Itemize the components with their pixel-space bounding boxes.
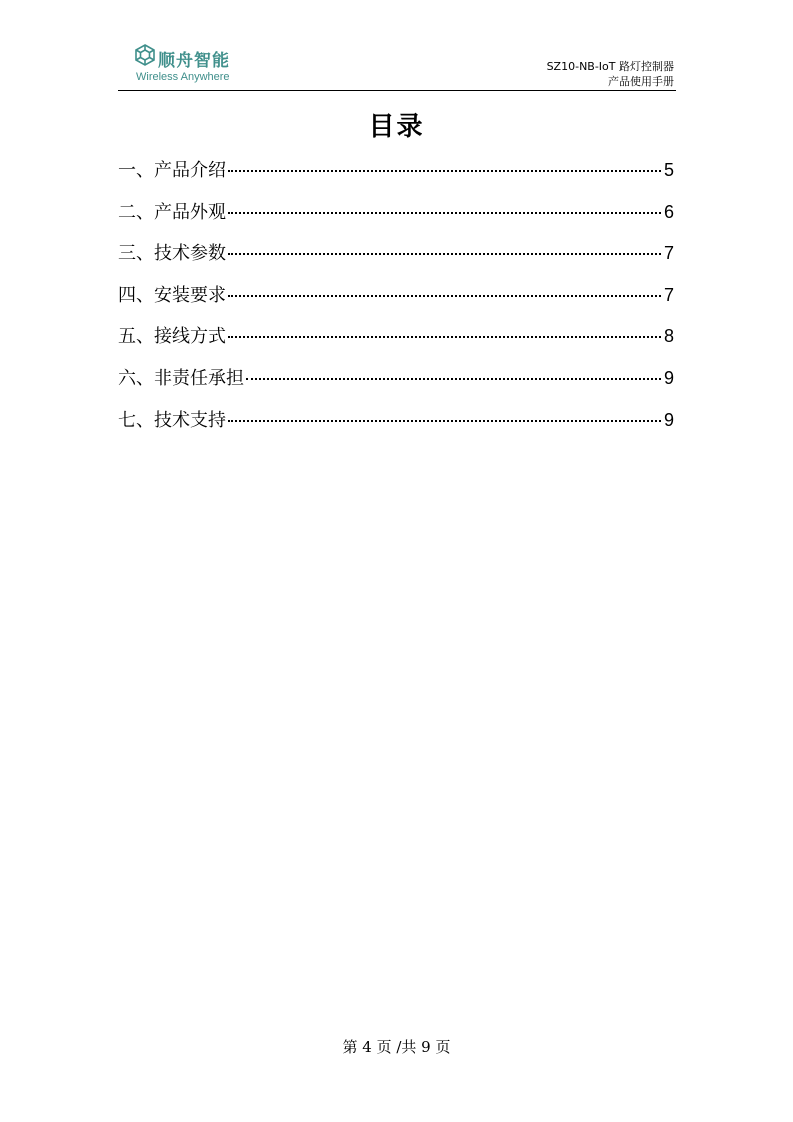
page-footer: 第 4 页 /共 9 页 bbox=[342, 1038, 451, 1056]
header-doc-title: SZ10-NB-IoT 路灯控制器 bbox=[546, 60, 674, 73]
toc-entry[interactable] bbox=[118, 364, 674, 406]
toc-entry-label: 六、非责任承担 bbox=[118, 367, 244, 389]
toc-entry-label: 七、技术支持 bbox=[118, 409, 226, 431]
toc-entry-page: 9 bbox=[663, 367, 674, 388]
toc-entry-page: 7 bbox=[663, 243, 674, 264]
toc-entry[interactable] bbox=[118, 156, 674, 198]
toc-leader-dots bbox=[246, 378, 661, 380]
logo-mark-icon bbox=[134, 44, 156, 70]
toc-entry-page: 6 bbox=[663, 201, 674, 222]
toc-leader-dots bbox=[228, 212, 661, 214]
logo-name: 顺舟智能 bbox=[158, 51, 230, 71]
toc-entry-label: 五、接线方式 bbox=[118, 326, 226, 348]
toc-title: 目录 bbox=[368, 112, 425, 142]
toc-entry[interactable] bbox=[118, 198, 674, 240]
toc-entry[interactable] bbox=[118, 406, 674, 448]
header-doc-info bbox=[547, 59, 674, 89]
toc-entry[interactable] bbox=[118, 239, 674, 281]
toc-entry[interactable] bbox=[118, 281, 674, 323]
toc-leader-dots bbox=[228, 420, 661, 422]
toc-entry-page: 5 bbox=[663, 160, 674, 180]
toc-leader-dots bbox=[228, 295, 661, 297]
toc-entry-label: 四、安装要求 bbox=[118, 284, 226, 306]
toc-entry[interactable] bbox=[118, 322, 674, 364]
logo-tagline: Wireless Anywhere bbox=[136, 71, 230, 83]
toc-entry-label: 一、产品介绍 bbox=[118, 160, 226, 181]
toc-entry-page: 7 bbox=[663, 284, 674, 305]
toc-entry-label: 二、产品外观 bbox=[118, 201, 226, 223]
toc-leader-dots bbox=[228, 253, 661, 255]
header-doc-subtitle: 产品使用手册 bbox=[608, 75, 674, 88]
toc-leader-dots bbox=[228, 336, 661, 338]
page-header bbox=[118, 40, 676, 91]
toc-leader-dots bbox=[228, 170, 661, 172]
toc-entry-page: 9 bbox=[663, 409, 674, 430]
toc-entry-page: 8 bbox=[663, 326, 674, 347]
toc-entry-label: 三、技术参数 bbox=[118, 243, 226, 265]
company-logo bbox=[134, 44, 234, 86]
toc-list bbox=[118, 156, 674, 447]
